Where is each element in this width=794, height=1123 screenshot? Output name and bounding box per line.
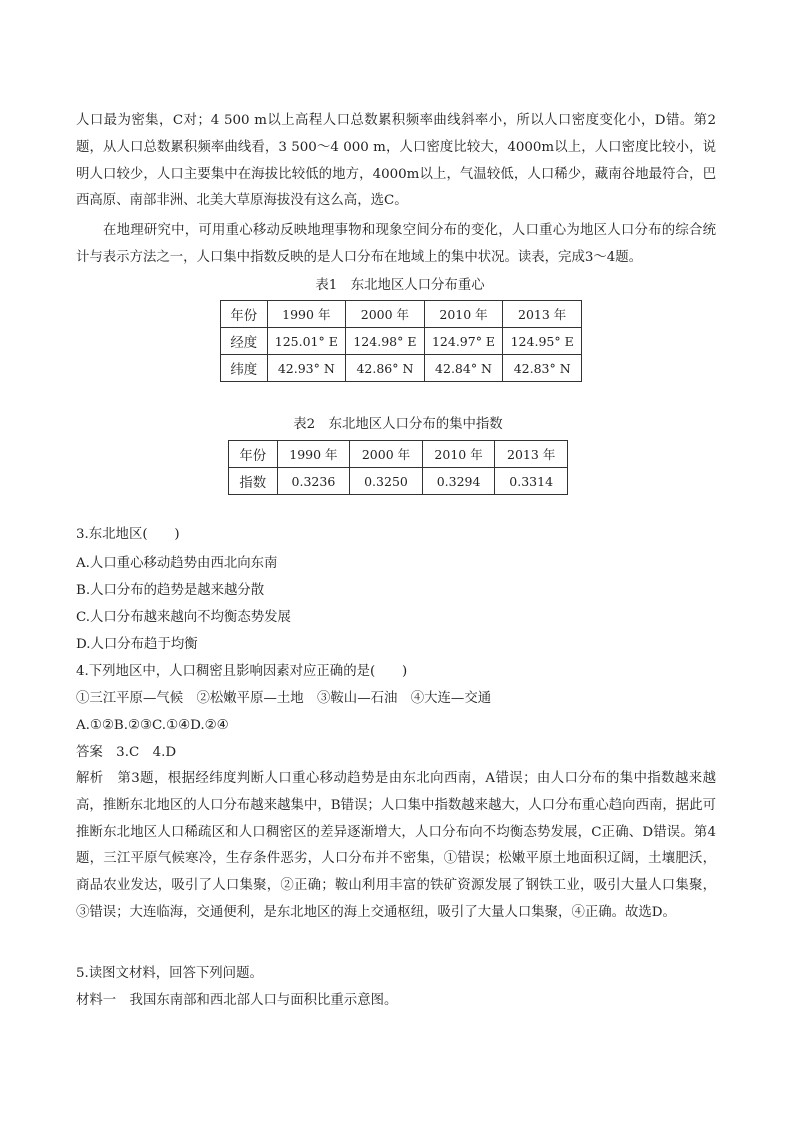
context-paragraph: 在地理研究中，可用重心移动反映地理事物和现象空间分布的变化，人口重心为地区人口分布的综合统计与表示方法之一，人口集中指数反映的是人口分布在地域上的集中状况。读表，完成3～4题。 <box>76 223 716 265</box>
question3-option-c: C.人口分布越来越向不均衡态势发展 <box>76 610 291 625</box>
table1-header-cell: 2010 年 <box>424 301 503 328</box>
table1-header-cell: 2000 年 <box>346 301 425 328</box>
table1-row-label: 纬度 <box>221 355 268 382</box>
table2-header-cell: 2000 年 <box>350 441 423 468</box>
table2-header-cell: 1990 年 <box>277 441 350 468</box>
question4-stem: 4.下列地区中，人口稠密且影响因素对应正确的是( ) <box>76 664 408 679</box>
table1-cell: 125.01° E <box>267 328 346 355</box>
table2-cell: 0.3236 <box>277 468 350 495</box>
table1-header-cell: 1990 年 <box>267 301 346 328</box>
table1-cell: 124.95° E <box>503 328 582 355</box>
question3-option-b: B.人口分布的趋势是越来越分散 <box>76 583 265 598</box>
answer-line: 答案 3.C 4.D <box>76 745 177 760</box>
table1-cell: 42.83° N <box>503 355 582 382</box>
analysis-paragraph: 解析 第3题，根据经纬度判断人口重心移动趋势是由东北向西南，A错误；由人口分布的集中指数越来越高，推断东北地区的人口分布越来越集中，B错误；人口集中指数越来越大，人口分布重心趋向西南，据此可推断东北地区人口稀疏区和人口稠密区的差异逐渐增大，人口分布向不均衡态势发展，C正确、D错误。第4题，三江平原气候寒冷，生存条件恶劣，人口分布并不密集，①错误；松嫩平原土地面积辽阔，土壤肥沃，商品农业发达，吸引了人口集聚，②正确；鞍山利用丰富的铁矿资源发展了钢铁工业，吸引大量人口集聚，③错误；大连临海，交通便利，是东北地区的海上交通枢纽，吸引了大量人口集聚，④正确。故选D。 <box>76 771 716 920</box>
table2-header-cell: 2013 年 <box>495 441 568 468</box>
table2-cell: 0.3294 <box>422 468 495 495</box>
table2-cell: 0.3314 <box>495 468 568 495</box>
table2-header-cell: 2010 年 <box>422 441 495 468</box>
question4-options: A.①②B.②③C.①④D.②④ <box>76 718 229 733</box>
table1-cell: 124.97° E <box>424 328 503 355</box>
table-population-center <box>220 300 582 382</box>
table1-cell: 42.86° N <box>346 355 425 382</box>
intro-paragraph: 人口最为密集，C对；4 500 m以上高程人口总数累积频率曲线斜率小，所以人口密度变化小，D错。第2题，从人口总数累积频率曲线看，3 500～4 000 m，人口密度比较大，4000m以上，人口密度比较小，说明人口较少，人口主要集中在海拔比较低的地方，4000m以上，气温较低，人口稀少，藏南谷地最符合，巴西高原、南部非洲、北美大草原海拔没有这么高，选C。 <box>76 113 716 209</box>
table1-caption: 表1 东北地区人口分布重心 <box>315 278 485 293</box>
table1-cell: 124.98° E <box>346 328 425 355</box>
table1-row-longitude <box>221 328 582 355</box>
table2-header-cell: 年份 <box>229 441 278 468</box>
table2-row-index <box>229 468 568 495</box>
table1-cell: 42.84° N <box>424 355 503 382</box>
question4-items: ①三江平原—气候 ②松嫩平原—土地 ③鞍山—石油 ④大连—交通 <box>76 691 492 706</box>
table-concentration-index <box>228 440 568 495</box>
question3-option-d: D.人口分布趋于均衡 <box>76 637 198 652</box>
question3-option-a: A.人口重心移动趋势由西北向东南 <box>76 556 278 571</box>
question3-stem: 3.东北地区( ) <box>76 527 180 542</box>
table1-header-row <box>221 301 582 328</box>
table2-caption: 表2 东北地区人口分布的集中指数 <box>293 417 503 432</box>
table2-cell: 0.3250 <box>350 468 423 495</box>
table1-header-cell: 年份 <box>221 301 268 328</box>
table1-row-latitude <box>221 355 582 382</box>
table2-row-label: 指数 <box>229 468 278 495</box>
table2-header-row <box>229 441 568 468</box>
table1-header-cell: 2013 年 <box>503 301 582 328</box>
question5-material1: 材料一 我国东南部和西北部人口与面积比重示意图。 <box>76 993 398 1008</box>
table1-row-label: 经度 <box>221 328 268 355</box>
question5-stem: 5.读图文材料，回答下列问题。 <box>76 966 263 981</box>
table1-cell: 42.93° N <box>267 355 346 382</box>
